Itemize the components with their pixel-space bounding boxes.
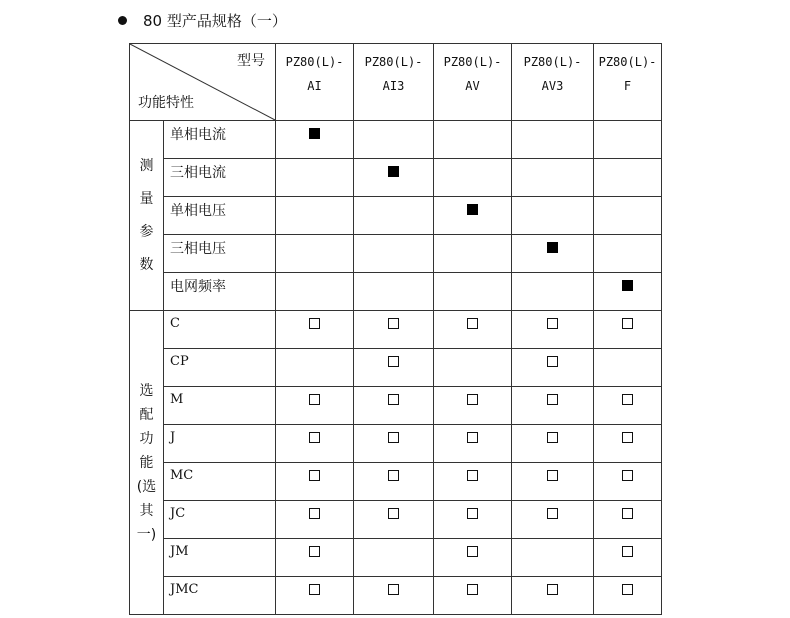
spec-cell <box>354 463 434 501</box>
spec-cell <box>434 425 512 463</box>
spec-cell <box>354 159 434 197</box>
spec-cell <box>594 539 662 577</box>
group-char: 其 <box>139 502 154 519</box>
spec-cell <box>354 387 434 425</box>
empty-square-icon <box>622 318 633 329</box>
empty-square-icon <box>467 318 478 329</box>
spec-cell <box>354 273 434 311</box>
model-header: PZ80(L)- AV <box>434 44 512 121</box>
empty-square-icon <box>309 318 320 329</box>
empty-square-icon <box>388 356 399 367</box>
spec-cell <box>354 539 434 577</box>
spec-cell <box>276 425 354 463</box>
spec-cell <box>512 387 594 425</box>
group-char: 选 <box>139 382 154 399</box>
measure-row <box>130 273 662 311</box>
spec-cell <box>276 159 354 197</box>
spec-cell <box>594 577 662 615</box>
filled-square-icon <box>622 280 633 291</box>
spec-cell <box>512 311 594 349</box>
spec-cell <box>354 349 434 387</box>
empty-square-icon <box>309 546 320 557</box>
empty-square-icon <box>388 318 399 329</box>
group-char: (选 <box>136 478 157 495</box>
spec-cell <box>594 197 662 235</box>
empty-square-icon <box>309 584 320 595</box>
spec-cell <box>354 197 434 235</box>
empty-square-icon <box>547 584 558 595</box>
filled-square-icon <box>547 242 558 253</box>
empty-square-icon <box>309 432 320 443</box>
spec-cell <box>594 501 662 539</box>
empty-square-icon <box>547 356 558 367</box>
bullet-icon <box>118 16 127 25</box>
filled-square-icon <box>467 204 478 215</box>
measure-row <box>130 121 662 159</box>
option-label: JC <box>164 501 276 539</box>
option-label: CP <box>164 349 276 387</box>
spec-cell <box>434 349 512 387</box>
spec-cell <box>276 501 354 539</box>
spec-cell <box>434 273 512 311</box>
model-header: PZ80(L)- AI3 <box>354 44 434 121</box>
spec-cell <box>434 463 512 501</box>
header-row <box>130 44 662 121</box>
group-char: 能 <box>139 454 154 471</box>
group-char: 参 <box>139 223 154 240</box>
empty-square-icon <box>622 584 633 595</box>
spec-cell <box>512 577 594 615</box>
empty-square-icon <box>622 470 633 481</box>
empty-square-icon <box>622 432 633 443</box>
function-label: 功能特性 <box>138 95 194 111</box>
spec-cell <box>434 539 512 577</box>
param-label: 三相电流 <box>164 159 276 197</box>
empty-square-icon <box>467 508 478 519</box>
option-row <box>130 463 662 501</box>
option-group-label <box>130 311 164 615</box>
option-label: J <box>164 425 276 463</box>
spec-cell <box>512 273 594 311</box>
option-row <box>130 387 662 425</box>
spec-cell <box>594 387 662 425</box>
empty-square-icon <box>467 470 478 481</box>
option-row <box>130 577 662 615</box>
filled-square-icon <box>388 166 399 177</box>
empty-square-icon <box>309 470 320 481</box>
spec-cell <box>276 311 354 349</box>
empty-square-icon <box>388 470 399 481</box>
option-row <box>130 539 662 577</box>
empty-square-icon <box>622 394 633 405</box>
empty-square-icon <box>388 508 399 519</box>
spec-cell <box>276 235 354 273</box>
spec-cell <box>512 121 594 159</box>
spec-cell <box>512 349 594 387</box>
empty-square-icon <box>622 508 633 519</box>
group-char: 功 <box>139 430 154 447</box>
spec-cell <box>354 425 434 463</box>
empty-square-icon <box>547 508 558 519</box>
group-char: 测 <box>139 157 154 174</box>
model-label: 型号 <box>237 53 265 69</box>
spec-cell <box>512 539 594 577</box>
spec-cell <box>434 387 512 425</box>
option-row <box>130 311 662 349</box>
spec-cell <box>594 349 662 387</box>
spec-cell <box>594 425 662 463</box>
spec-cell <box>354 577 434 615</box>
spec-cell <box>434 311 512 349</box>
empty-square-icon <box>547 432 558 443</box>
spec-cell <box>512 463 594 501</box>
empty-square-icon <box>467 432 478 443</box>
param-label: 电网频率 <box>164 273 276 311</box>
option-row <box>130 349 662 387</box>
filled-square-icon <box>309 128 320 139</box>
spec-cell <box>276 577 354 615</box>
spec-cell <box>512 501 594 539</box>
spec-cell <box>354 121 434 159</box>
spec-table <box>129 43 662 615</box>
section-heading <box>118 8 287 32</box>
spec-cell <box>434 577 512 615</box>
empty-square-icon <box>547 394 558 405</box>
param-label: 三相电压 <box>164 235 276 273</box>
spec-cell <box>594 273 662 311</box>
empty-square-icon <box>309 508 320 519</box>
model-header: PZ80(L)- F <box>594 44 662 121</box>
group-char: 量 <box>139 190 154 207</box>
measure-row <box>130 159 662 197</box>
spec-cell <box>354 501 434 539</box>
spec-cell <box>512 425 594 463</box>
spec-cell <box>594 235 662 273</box>
spec-cell <box>434 197 512 235</box>
measure-row <box>130 197 662 235</box>
spec-cell <box>276 387 354 425</box>
spec-cell <box>276 463 354 501</box>
spec-cell <box>512 235 594 273</box>
spec-cell <box>434 159 512 197</box>
option-row <box>130 425 662 463</box>
spec-cell <box>594 311 662 349</box>
spec-cell <box>276 197 354 235</box>
option-label: MC <box>164 463 276 501</box>
section-title: 80 型产品规格（一） <box>143 11 287 30</box>
spec-cell <box>276 539 354 577</box>
empty-square-icon <box>467 546 478 557</box>
spec-cell <box>434 121 512 159</box>
param-label: 单相电压 <box>164 197 276 235</box>
empty-square-icon <box>467 394 478 405</box>
empty-square-icon <box>388 394 399 405</box>
empty-square-icon <box>622 546 633 557</box>
measure-group-label <box>130 121 164 311</box>
group-char: 数 <box>139 256 154 273</box>
empty-square-icon <box>547 470 558 481</box>
measure-row <box>130 235 662 273</box>
spec-cell <box>512 159 594 197</box>
group-char: 一) <box>136 526 157 543</box>
option-label: JMC <box>164 577 276 615</box>
spec-cell <box>276 273 354 311</box>
empty-square-icon <box>547 318 558 329</box>
empty-square-icon <box>388 432 399 443</box>
spec-cell <box>276 349 354 387</box>
spec-cell <box>594 159 662 197</box>
option-label: C <box>164 311 276 349</box>
model-header: PZ80(L)- AV3 <box>512 44 594 121</box>
spec-cell <box>434 235 512 273</box>
empty-square-icon <box>467 584 478 595</box>
model-header: PZ80(L)- AI <box>276 44 354 121</box>
param-label: 单相电流 <box>164 121 276 159</box>
spec-cell <box>434 501 512 539</box>
empty-square-icon <box>388 584 399 595</box>
spec-cell <box>512 197 594 235</box>
group-char: 配 <box>139 406 154 423</box>
spec-cell <box>594 463 662 501</box>
spec-cell <box>276 121 354 159</box>
option-row <box>130 501 662 539</box>
spec-cell <box>594 121 662 159</box>
spec-cell <box>354 311 434 349</box>
corner-cell <box>130 44 276 121</box>
empty-square-icon <box>309 394 320 405</box>
option-label: M <box>164 387 276 425</box>
spec-cell <box>354 235 434 273</box>
option-label: JM <box>164 539 276 577</box>
